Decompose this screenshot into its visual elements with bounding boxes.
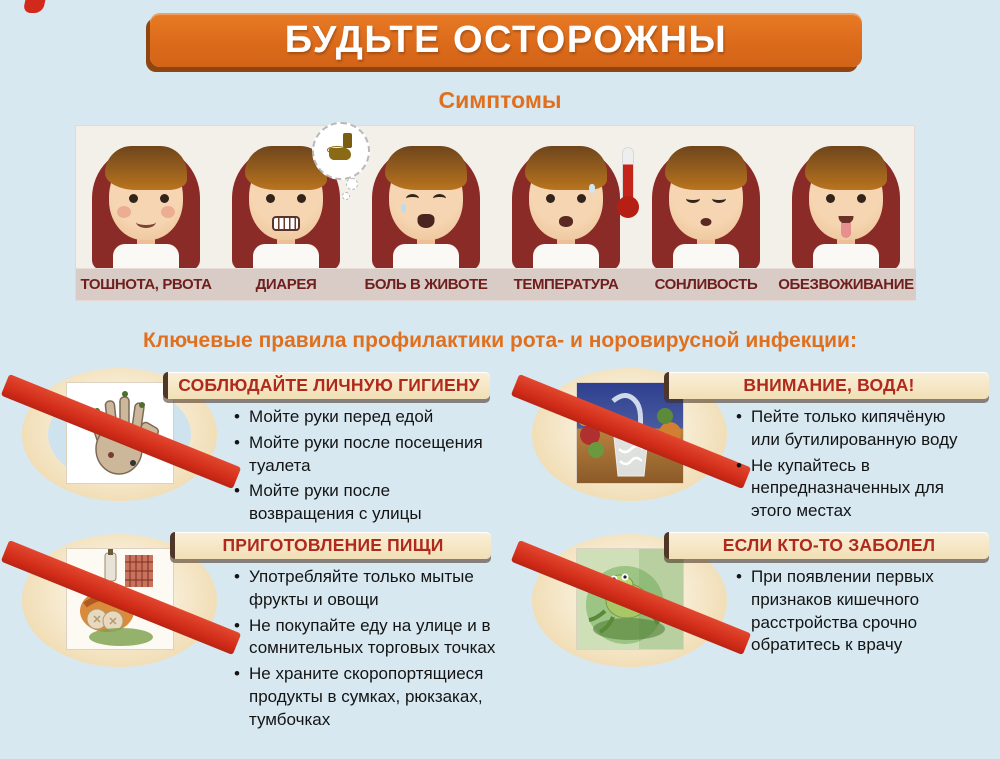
symptoms-panel — [75, 125, 915, 301]
bullet-item: • Употребляйте только мытые фрукты и овощи — [234, 566, 496, 612]
section-banner-water — [664, 372, 989, 399]
bullet-item: • При появлении первых признаков кишечного расстройства срочно обратитесь к врачу — [736, 566, 974, 657]
kid-face — [669, 154, 743, 240]
symptom-figure-diarrhea — [216, 126, 356, 270]
symptom-label: СОНЛИВОСТЬ — [654, 275, 758, 293]
symptom-label: ДИАРЕЯ — [255, 275, 317, 293]
bullet-item: • Мойте руки после возвращения с улицы — [234, 480, 496, 526]
symptom-label: ОБЕЗВОЖИВАНИЕ — [778, 275, 914, 293]
kid-face — [249, 154, 323, 240]
symptom-figures-row — [76, 126, 916, 270]
bullet-item: • Не храните скоропортящиеся продукты в сумках, рюкзаках, тумбочках — [234, 663, 496, 731]
section-bullets-sick — [736, 566, 974, 660]
rules-heading: Ключевые правила профилактики рота- и норовирусной инфекции: — [143, 329, 857, 352]
symptom-figure-drowsiness — [636, 126, 776, 270]
section-banner-hygiene — [163, 372, 490, 399]
sweat-drop-icon — [589, 184, 595, 193]
symptom-labels-strip — [76, 268, 916, 300]
symptom-figure-dehydration — [776, 126, 916, 270]
section-title: ПРИГОТОВЛЕНИЕ ПИЩИ — [222, 535, 444, 555]
thermometer-icon — [617, 148, 639, 226]
thought-bubble-toilet-icon — [312, 122, 370, 180]
tear-drop-icon — [401, 204, 406, 213]
page-title: БУДЬТЕ ОСТОРОЖНЫ — [284, 18, 728, 61]
symptom-figure-fever — [496, 126, 636, 270]
symptom-figure-stomach-pain — [356, 126, 496, 270]
kid-face — [809, 154, 883, 240]
section-banner-food — [170, 532, 491, 559]
bullet-item: • Не покупайте еду на улице и в сомнительных торговых точках — [234, 615, 496, 661]
symptom-label: БОЛЬ В ЖИВОТЕ — [364, 275, 488, 293]
tongue-icon — [841, 223, 851, 238]
kid-face — [109, 154, 183, 240]
kid-face — [529, 154, 603, 240]
section-bullets-water — [736, 406, 974, 526]
bullet-item: • Мойте руки перед едой — [234, 406, 496, 429]
title-banner — [150, 13, 862, 67]
bullet-item: • Пейте только кипячёную или бутилированную воду — [736, 406, 974, 452]
section-title: ЕСЛИ КТО-ТО ЗАБОЛЕЛ — [722, 535, 936, 555]
symptoms-heading: Симптомы — [438, 87, 562, 113]
section-bullets-hygiene — [234, 406, 496, 529]
symptom-figure-nausea — [76, 126, 216, 270]
symptom-label: ТОШНОТА, РВОТА — [80, 275, 212, 293]
kid-face — [389, 154, 463, 240]
section-title: СОБЛЮДАЙТЕ ЛИЧНУЮ ГИГИЕНУ — [178, 375, 480, 395]
corner-watermark — [23, 0, 46, 13]
section-title: ВНИМАНИЕ, ВОДА! — [743, 375, 915, 395]
bullet-item: • Мойте руки после посещения туалета — [234, 432, 496, 478]
section-bullets-food — [234, 566, 496, 734]
symptom-label: ТЕМПЕРАТУРА — [513, 275, 619, 293]
section-banner-sick — [664, 532, 989, 559]
bullet-item: • Не купайтесь в непредназначенных для этого местах — [736, 455, 974, 523]
